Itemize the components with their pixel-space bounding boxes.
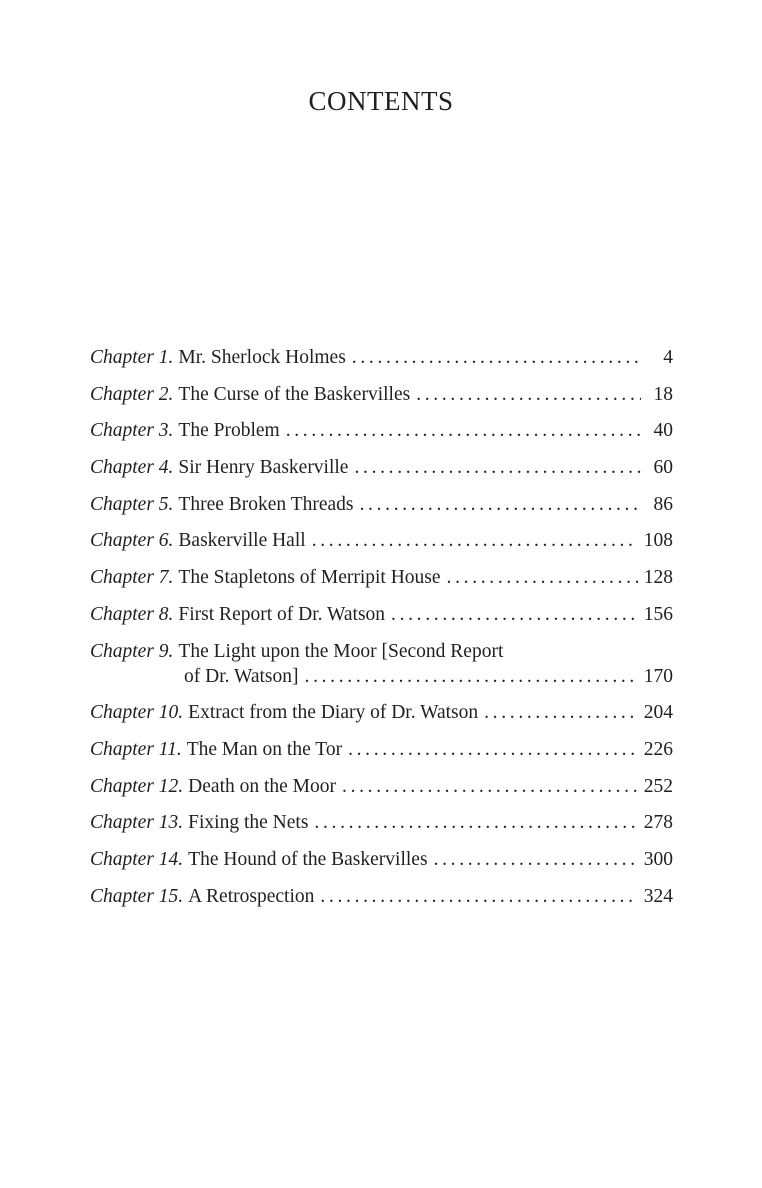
toc-entry-chapter-6[interactable] bbox=[90, 528, 673, 553]
page-number: 226 bbox=[643, 738, 673, 760]
chapter-title: Three Broken Threads bbox=[178, 493, 354, 515]
toc-entry-chapter-13[interactable] bbox=[90, 810, 673, 835]
chapter-label: Chapter 5. bbox=[90, 493, 174, 515]
dot-leader bbox=[320, 884, 637, 909]
chapter-title: Baskerville Hall bbox=[178, 530, 306, 552]
page-number: 128 bbox=[643, 567, 673, 589]
toc-entry-chapter-8[interactable] bbox=[90, 602, 673, 627]
chapter-label: Chapter 6. bbox=[90, 530, 174, 552]
chapter-title-continuation: of Dr. Watson] bbox=[184, 665, 299, 687]
dot-leader bbox=[348, 737, 638, 762]
chapter-label: Chapter 2. bbox=[90, 383, 174, 405]
dot-leader bbox=[360, 492, 642, 517]
dot-leader bbox=[434, 847, 638, 872]
toc-entry-chapter-12[interactable] bbox=[90, 774, 673, 799]
toc-entry-chapter-2[interactable] bbox=[90, 382, 673, 407]
chapter-title: Extract from the Diary of Dr. Watson bbox=[188, 702, 479, 724]
toc-entry-chapter-15[interactable] bbox=[90, 884, 673, 909]
chapter-title: A Retrospection bbox=[188, 885, 315, 907]
chapter-title: Death on the Moor bbox=[188, 775, 337, 797]
page-number: 252 bbox=[643, 775, 673, 797]
page-number: 170 bbox=[643, 665, 673, 687]
chapter-label: Chapter 9. bbox=[90, 640, 174, 662]
chapter-title: First Report of Dr. Watson bbox=[178, 603, 386, 625]
chapter-title: The Stapletons of Merripit House bbox=[178, 567, 441, 589]
chapter-label: Chapter 7. bbox=[90, 567, 174, 589]
dot-leader bbox=[286, 418, 641, 443]
chapter-title: The Curse of the Baskervilles bbox=[178, 383, 411, 405]
chapter-label: Chapter 1. bbox=[90, 347, 174, 368]
chapter-title: The Man on the Tor bbox=[186, 738, 343, 760]
page-number: 86 bbox=[653, 493, 673, 515]
page-number: 4 bbox=[663, 347, 673, 368]
toc-entry-chapter-9[interactable] bbox=[90, 639, 673, 689]
toc-entry-chapter-10[interactable] bbox=[90, 700, 673, 725]
dot-leader bbox=[342, 774, 638, 799]
chapter-title: The Problem bbox=[178, 420, 280, 442]
dot-leader bbox=[484, 700, 638, 725]
chapter-label: Chapter 13. bbox=[90, 812, 184, 834]
chapter-label: Chapter 11. bbox=[90, 738, 182, 760]
chapter-label: Chapter 4. bbox=[90, 457, 174, 479]
toc-entry-chapter-14[interactable] bbox=[90, 847, 673, 872]
page-number: 300 bbox=[643, 848, 673, 870]
chapter-label: Chapter 15. bbox=[90, 885, 184, 907]
page-number: 278 bbox=[643, 812, 673, 834]
chapter-label: Chapter 14. bbox=[90, 848, 184, 870]
chapter-label: Chapter 10. bbox=[90, 702, 184, 724]
page-number: 204 bbox=[643, 702, 673, 724]
toc-entry-chapter-5[interactable] bbox=[90, 492, 673, 517]
toc-entry-chapter-3[interactable] bbox=[90, 418, 673, 443]
chapter-title: Sir Henry Baskerville bbox=[178, 457, 349, 479]
dot-leader bbox=[447, 565, 638, 590]
table-of-contents bbox=[90, 345, 673, 920]
chapter-label: Chapter 12. bbox=[90, 775, 184, 797]
chapter-title: The Light upon the Moor [Second Report bbox=[178, 640, 504, 662]
chapter-title: Mr. Sherlock Holmes bbox=[178, 347, 346, 368]
toc-entry-chapter-4[interactable] bbox=[90, 455, 673, 480]
dot-leader bbox=[312, 528, 638, 553]
page-number: 156 bbox=[643, 603, 673, 625]
page-title: CONTENTS bbox=[308, 86, 454, 116]
chapter-title: The Hound of the Baskervilles bbox=[188, 848, 428, 870]
page-number: 324 bbox=[643, 885, 673, 907]
toc-entry-chapter-11[interactable] bbox=[90, 737, 673, 762]
page-number: 40 bbox=[653, 420, 673, 442]
dot-leader bbox=[352, 345, 641, 370]
toc-entry-chapter-7[interactable] bbox=[90, 565, 673, 590]
chapter-label: Chapter 3. bbox=[90, 420, 174, 442]
chapter-label: Chapter 8. bbox=[90, 603, 174, 625]
toc-entry-chapter-1[interactable] bbox=[90, 345, 673, 370]
dot-leader bbox=[314, 810, 637, 835]
dot-leader bbox=[305, 664, 638, 689]
page-number: 18 bbox=[653, 383, 673, 405]
page-number: 60 bbox=[653, 457, 673, 479]
chapter-title: Fixing the Nets bbox=[188, 812, 309, 834]
dot-leader bbox=[354, 455, 641, 480]
dot-leader bbox=[391, 602, 638, 627]
page-number: 108 bbox=[643, 530, 673, 552]
dot-leader bbox=[416, 382, 641, 407]
